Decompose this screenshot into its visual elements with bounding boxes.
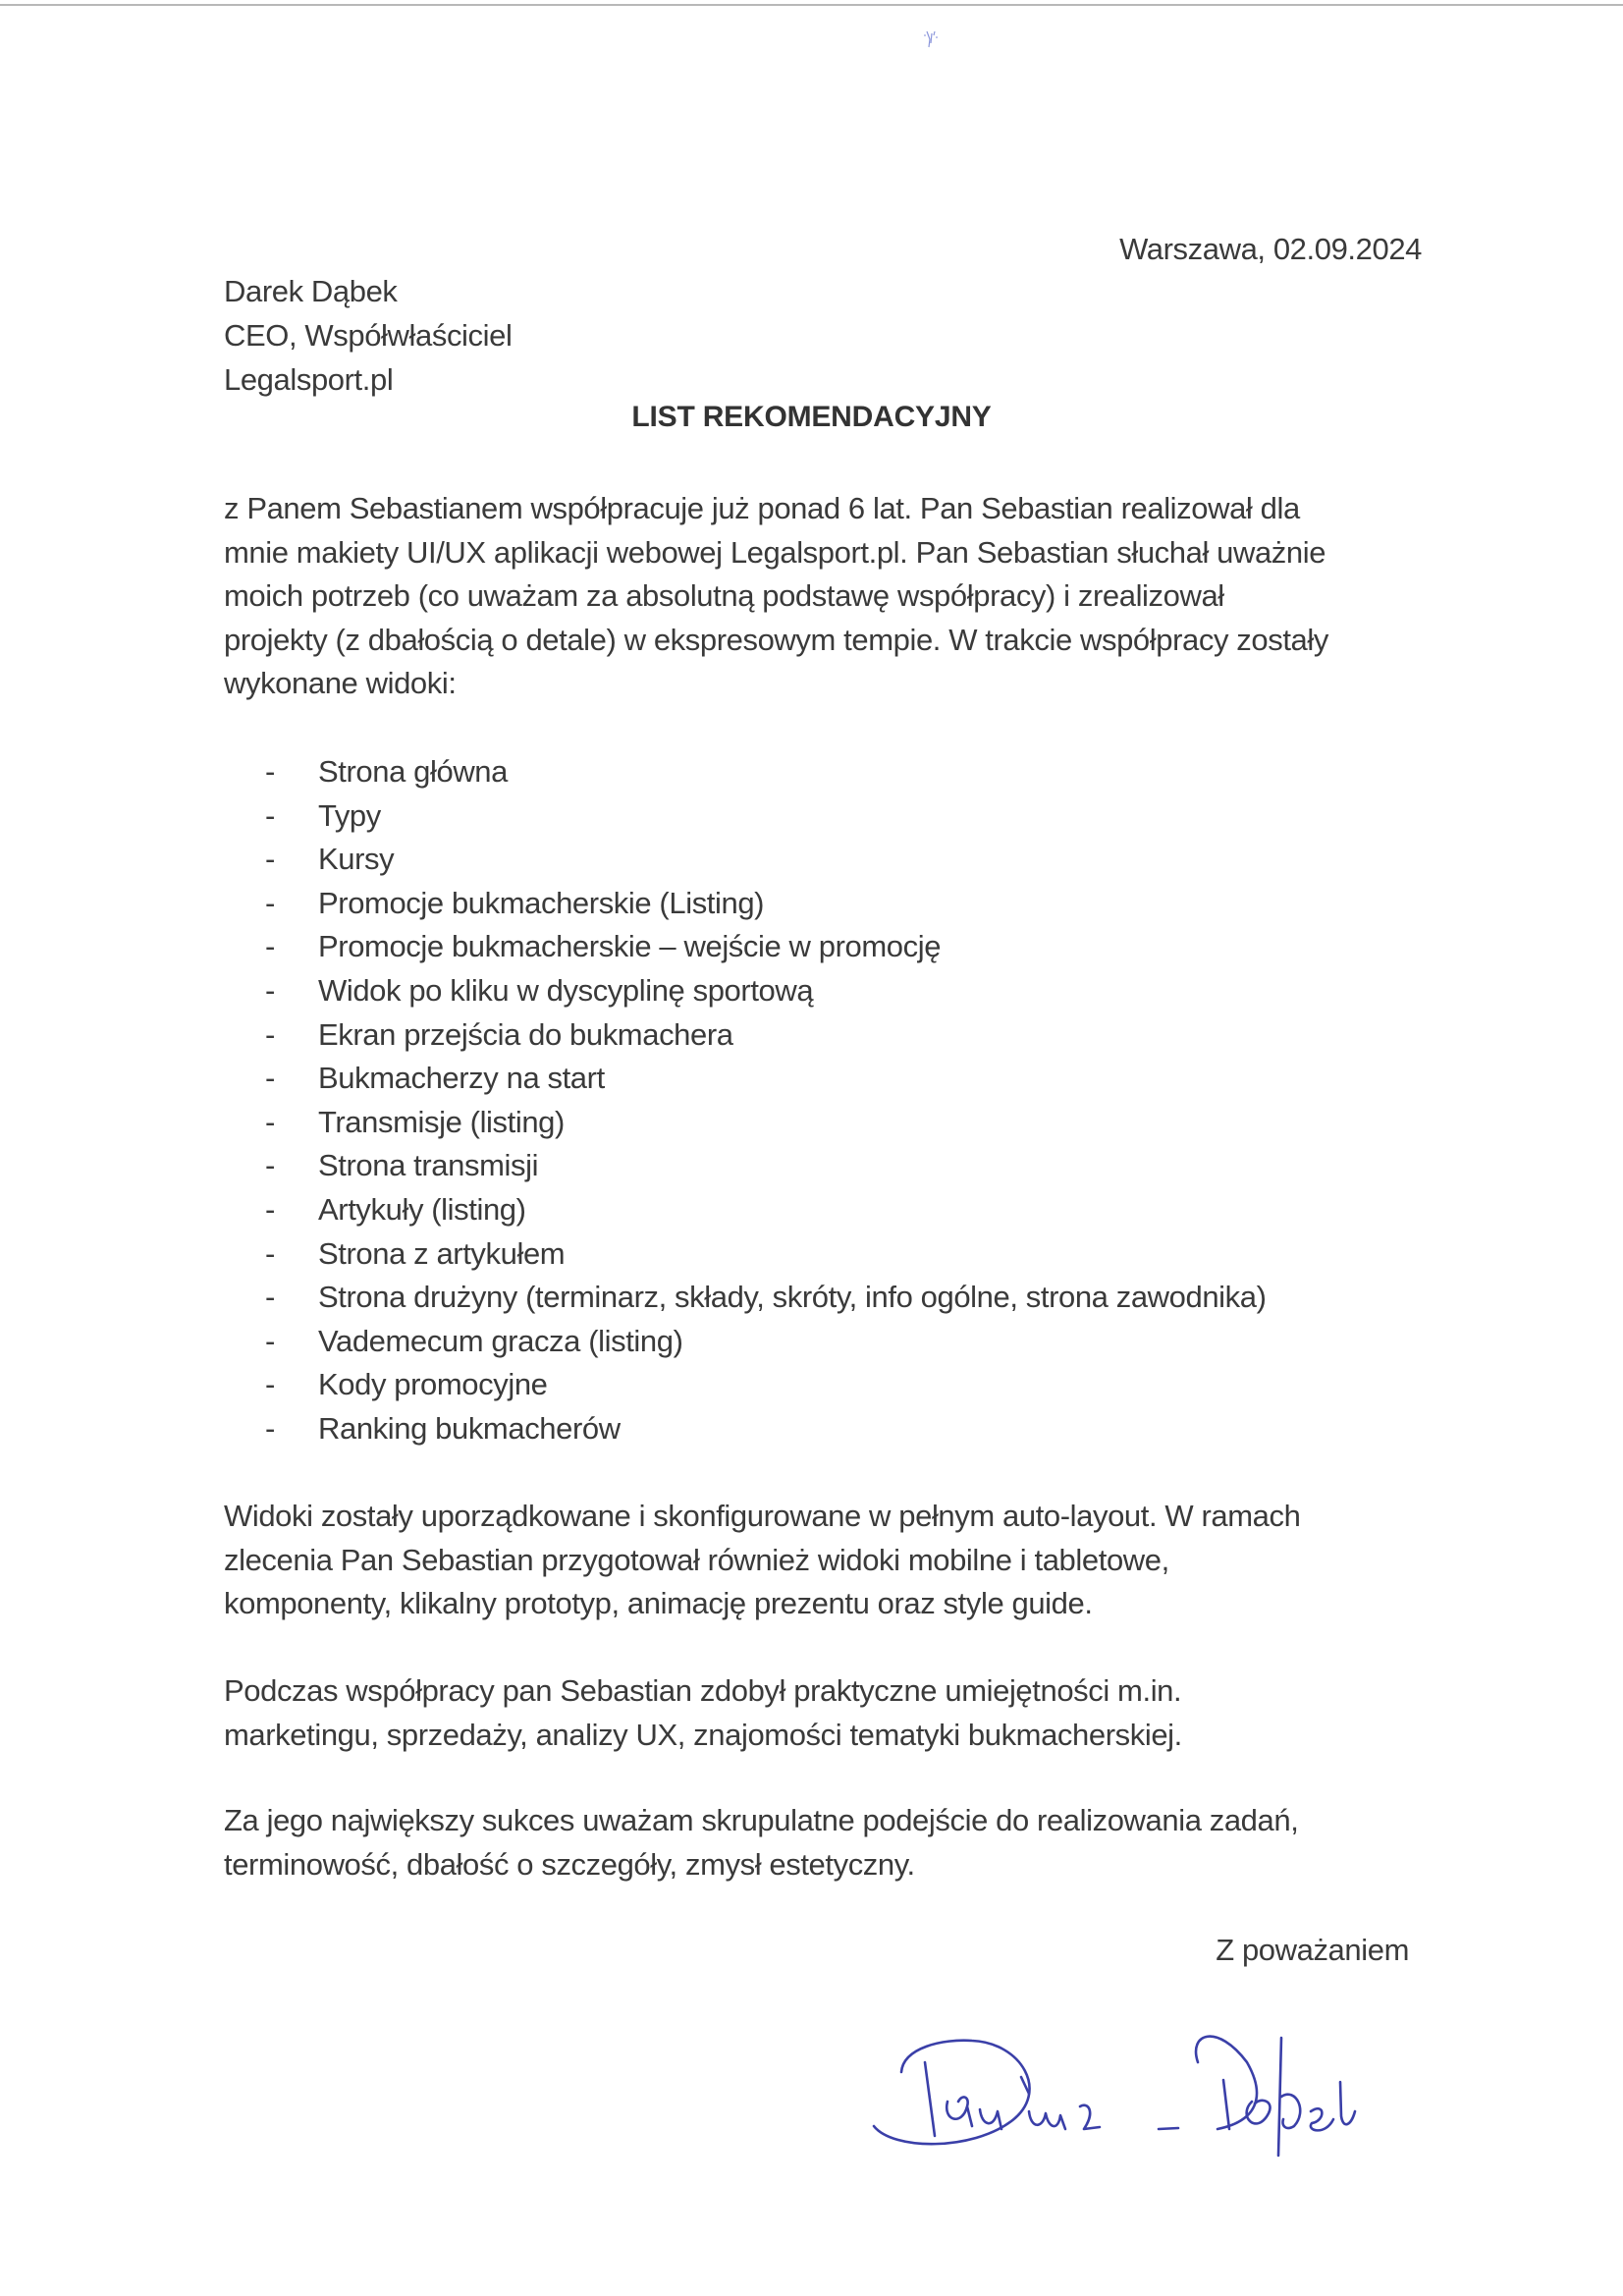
list-item bbox=[265, 750, 1267, 794]
list-item-text: Artykuły (listing) bbox=[318, 1191, 526, 1227]
paragraph-line: zlecenia Pan Sebastian przygotował również widoki mobilne i tabletowe, bbox=[224, 1542, 1169, 1577]
paragraph-success bbox=[224, 1799, 1461, 1886]
paragraph-line: wykonane widoki: bbox=[224, 666, 457, 700]
list-item-text: Promocje bukmacherskie (Listing) bbox=[318, 885, 765, 920]
list-item-text: Promocje bukmacherskie – wejście w promocję bbox=[318, 929, 942, 964]
intro-paragraph bbox=[224, 487, 1461, 706]
letter-date: Warszawa, 02.09.2024 bbox=[1119, 232, 1422, 266]
list-item-text: Strona główna bbox=[318, 754, 508, 789]
list-bullet: - bbox=[265, 885, 275, 920]
list-bullet: - bbox=[265, 1323, 275, 1358]
list-item bbox=[265, 1013, 1267, 1058]
list-item bbox=[265, 838, 1267, 882]
list-item-text: Vademecum gracza (listing) bbox=[318, 1323, 683, 1358]
paragraph-line: moich potrzeb (co uważam za absolutną podstawę współpracy) i zrealizował bbox=[224, 578, 1224, 613]
scan-mark-icon bbox=[921, 26, 941, 51]
letter-title: LIST REKOMENDACYJNY bbox=[631, 401, 992, 433]
handwritten-signature-icon bbox=[864, 2003, 1473, 2180]
list-bullet: - bbox=[265, 754, 275, 789]
paragraph-deliverables bbox=[224, 1495, 1461, 1626]
paragraph-line: terminowość, dbałość o szczegóły, zmysł estetyczny. bbox=[224, 1846, 915, 1882]
list-bullet: - bbox=[265, 797, 275, 833]
list-item bbox=[265, 1407, 1267, 1451]
paragraph-line: mnie makiety UI/UX aplikacji webowej Legalsport.pl. Pan Sebastian słuchał uważnie bbox=[224, 534, 1326, 570]
list-bullet: - bbox=[265, 1191, 275, 1227]
list-item bbox=[265, 969, 1267, 1013]
list-item bbox=[265, 1232, 1267, 1277]
list-item bbox=[265, 1144, 1267, 1188]
paragraph-line: Widoki zostały uporządkowane i skonfigurowane w pełnym auto-layout. W ramach bbox=[224, 1499, 1301, 1533]
views-list bbox=[265, 750, 1267, 1451]
list-item bbox=[265, 1188, 1267, 1232]
list-bullet: - bbox=[265, 1367, 275, 1402]
paragraph-line: Za jego największy sukces uważam skrupulatne podejście do realizowania zadań, bbox=[224, 1803, 1299, 1837]
list-item-text: Typy bbox=[318, 797, 381, 833]
list-bullet: - bbox=[265, 972, 275, 1008]
paragraph-skills bbox=[224, 1669, 1461, 1757]
list-bullet: - bbox=[265, 1148, 275, 1183]
list-bullet: - bbox=[265, 1061, 275, 1096]
list-item bbox=[265, 1276, 1267, 1320]
list-item bbox=[265, 794, 1267, 839]
list-item bbox=[265, 882, 1267, 926]
paragraph-line: projekty (z dbałością o detale) w ekspresowym tempie. W trakcie współpracy zostały bbox=[224, 622, 1328, 657]
sender-company: Legalsport.pl bbox=[224, 362, 394, 397]
list-item-text: Kody promocyjne bbox=[318, 1367, 548, 1402]
list-item-text: Bukmacherzy na start bbox=[318, 1061, 605, 1096]
list-bullet: - bbox=[265, 1410, 275, 1446]
scan-top-edge-line bbox=[0, 4, 1623, 6]
list-item bbox=[265, 1363, 1267, 1407]
list-item-text: Ekran przejścia do bukmachera bbox=[318, 1016, 733, 1052]
list-item-text: Kursy bbox=[318, 842, 395, 877]
list-item bbox=[265, 1320, 1267, 1364]
paragraph-line: z Panem Sebastianem współpracuje już ponad 6 lat. Pan Sebastian realizował dla bbox=[224, 491, 1300, 525]
list-bullet: - bbox=[265, 1235, 275, 1271]
sender-block bbox=[224, 269, 512, 402]
list-item-text: Strona drużyny (terminarz, składy, skróty, info ogólne, strona zawodnika) bbox=[318, 1280, 1267, 1315]
list-item bbox=[265, 1057, 1267, 1101]
sender-position: CEO, Współwłaściciel bbox=[224, 318, 513, 353]
list-item-text: Transmisje (listing) bbox=[318, 1104, 565, 1139]
closing-salutation: Z poważaniem bbox=[1216, 1933, 1409, 1967]
list-item-text: Ranking bukmacherów bbox=[318, 1410, 621, 1446]
list-bullet: - bbox=[265, 929, 275, 964]
list-bullet: - bbox=[265, 1280, 275, 1315]
paragraph-line: komponenty, klikalny prototyp, animację prezentu oraz style guide. bbox=[224, 1586, 1093, 1620]
paragraph-line: marketingu, sprzedaży, analizy UX, znajomości tematyki bukmacherskiej. bbox=[224, 1717, 1182, 1752]
list-bullet: - bbox=[265, 842, 275, 877]
list-item bbox=[265, 925, 1267, 969]
paragraph-line: Podczas współpracy pan Sebastian zdobył praktyczne umiejętności m.in. bbox=[224, 1673, 1182, 1708]
list-item bbox=[265, 1101, 1267, 1145]
list-item-text: Strona transmisji bbox=[318, 1148, 539, 1183]
list-item-text: Strona z artykułem bbox=[318, 1235, 566, 1271]
list-item-text: Widok po kliku w dyscyplinę sportową bbox=[318, 972, 814, 1008]
sender-name: Darek Dąbek bbox=[224, 274, 398, 308]
list-bullet: - bbox=[265, 1104, 275, 1139]
list-bullet: - bbox=[265, 1016, 275, 1052]
